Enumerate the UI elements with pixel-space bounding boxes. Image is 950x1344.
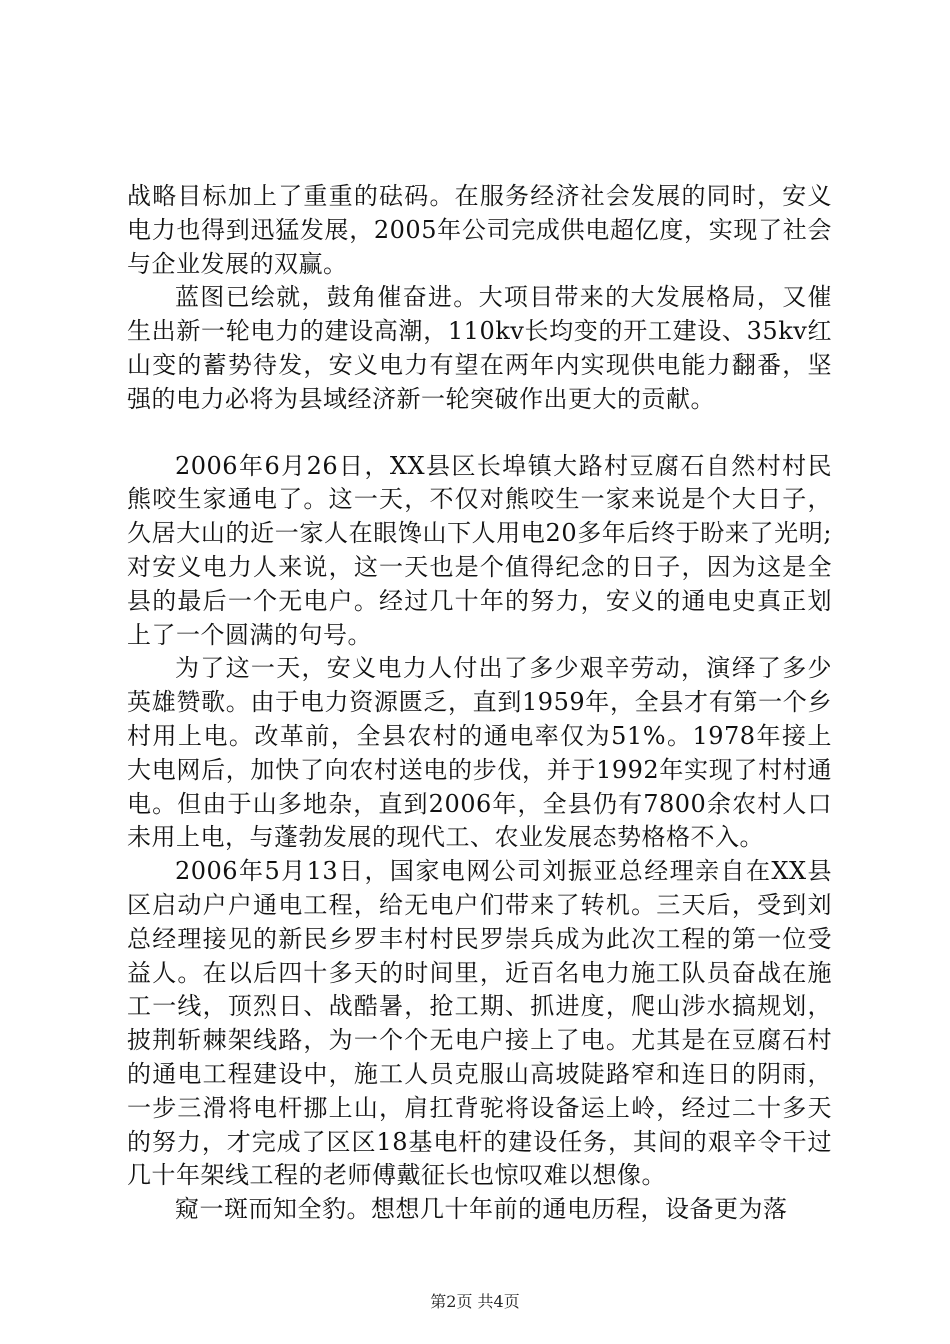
document-body xyxy=(127,180,832,1227)
paragraph-6: 窥一斑而知全豹。想想几十年前的通电历程，设备更为落 xyxy=(175,1195,788,1224)
paragraph-4: 为了这一天，安义电力人付出了多少艰辛劳动，演绎了多少英雄赞歌。由于电力资源匮乏，直到1959年，全县才有第一个乡村用上电。改革前，全县农村的通电率仅为51%。1978年接上大电网后，加快了向农村送电的步伐，并于1992年实现了村村通电。但由于山多地杂，直到2006年，全县仍有7800余农村人口未用上电，与蓬勃发展的现代工、农业发展态势格格不入。 xyxy=(127,654,832,852)
paragraph-2: 蓝图已绘就，鼓角催奋进。大项目带来的大发展格局，又催生出新一轮电力的建设高潮，110kv长均变的开工建设、35kv红山变的蓄势待发，安义电力有望在两年内实现供电能力翻番，坚强的电力必将为县域经济新一轮突破作出更大的贡献。 xyxy=(127,283,832,413)
paragraph-3: 2006年6月26日，XX县区长埠镇大路村豆腐石自然村村民熊咬生家通电了。这一天，不仅对熊咬生一家来说是个大日子，久居大山的近一家人在眼馋山下人用电20多年后终于盼来了光明;对安义电力人来说，这一天也是个值得纪念的日子，因为这是全县的最后一个无电户。经过几十年的努力，安义的通电史真正划上了一个圆满的句号。 xyxy=(127,451,832,649)
page-number-footer: 第2页 共4页 xyxy=(430,1292,520,1311)
paragraph-1: 战略目标加上了重重的砝码。在服务经济社会发展的同时，安义电力也得到迅猛发展，2005年公司完成供电超亿度，实现了社会与企业发展的双赢。 xyxy=(127,182,832,278)
paragraph-5: 2006年5月13日，国家电网公司刘振亚总经理亲自在XX县区启动户户通电工程，给无电户们带来了转机。三天后，受到刘总经理接见的新民乡罗丰村村民罗崇兵成为此次工程的第一位受益人。在以后四十多天的时间里，近百名电力施工队员奋战在施工一线，顶烈日、战酷暑，抢工期、抓进度，爬山涉水搞规划，披荆斩棘架线路，为一个个无电户接上了电。尤其是在豆腐石村的通电工程建设中，施工人员克服山高坡陡路窄和连日的阴雨，一步三滑将电杆挪上山，肩扛背驼将设备运上岭，经过二十多天的努力，才完成了区区18基电杆的建设任务，其间的艰辛令干过几十年架线工程的老师傅戴征长也惊叹难以想像。 xyxy=(127,857,832,1190)
